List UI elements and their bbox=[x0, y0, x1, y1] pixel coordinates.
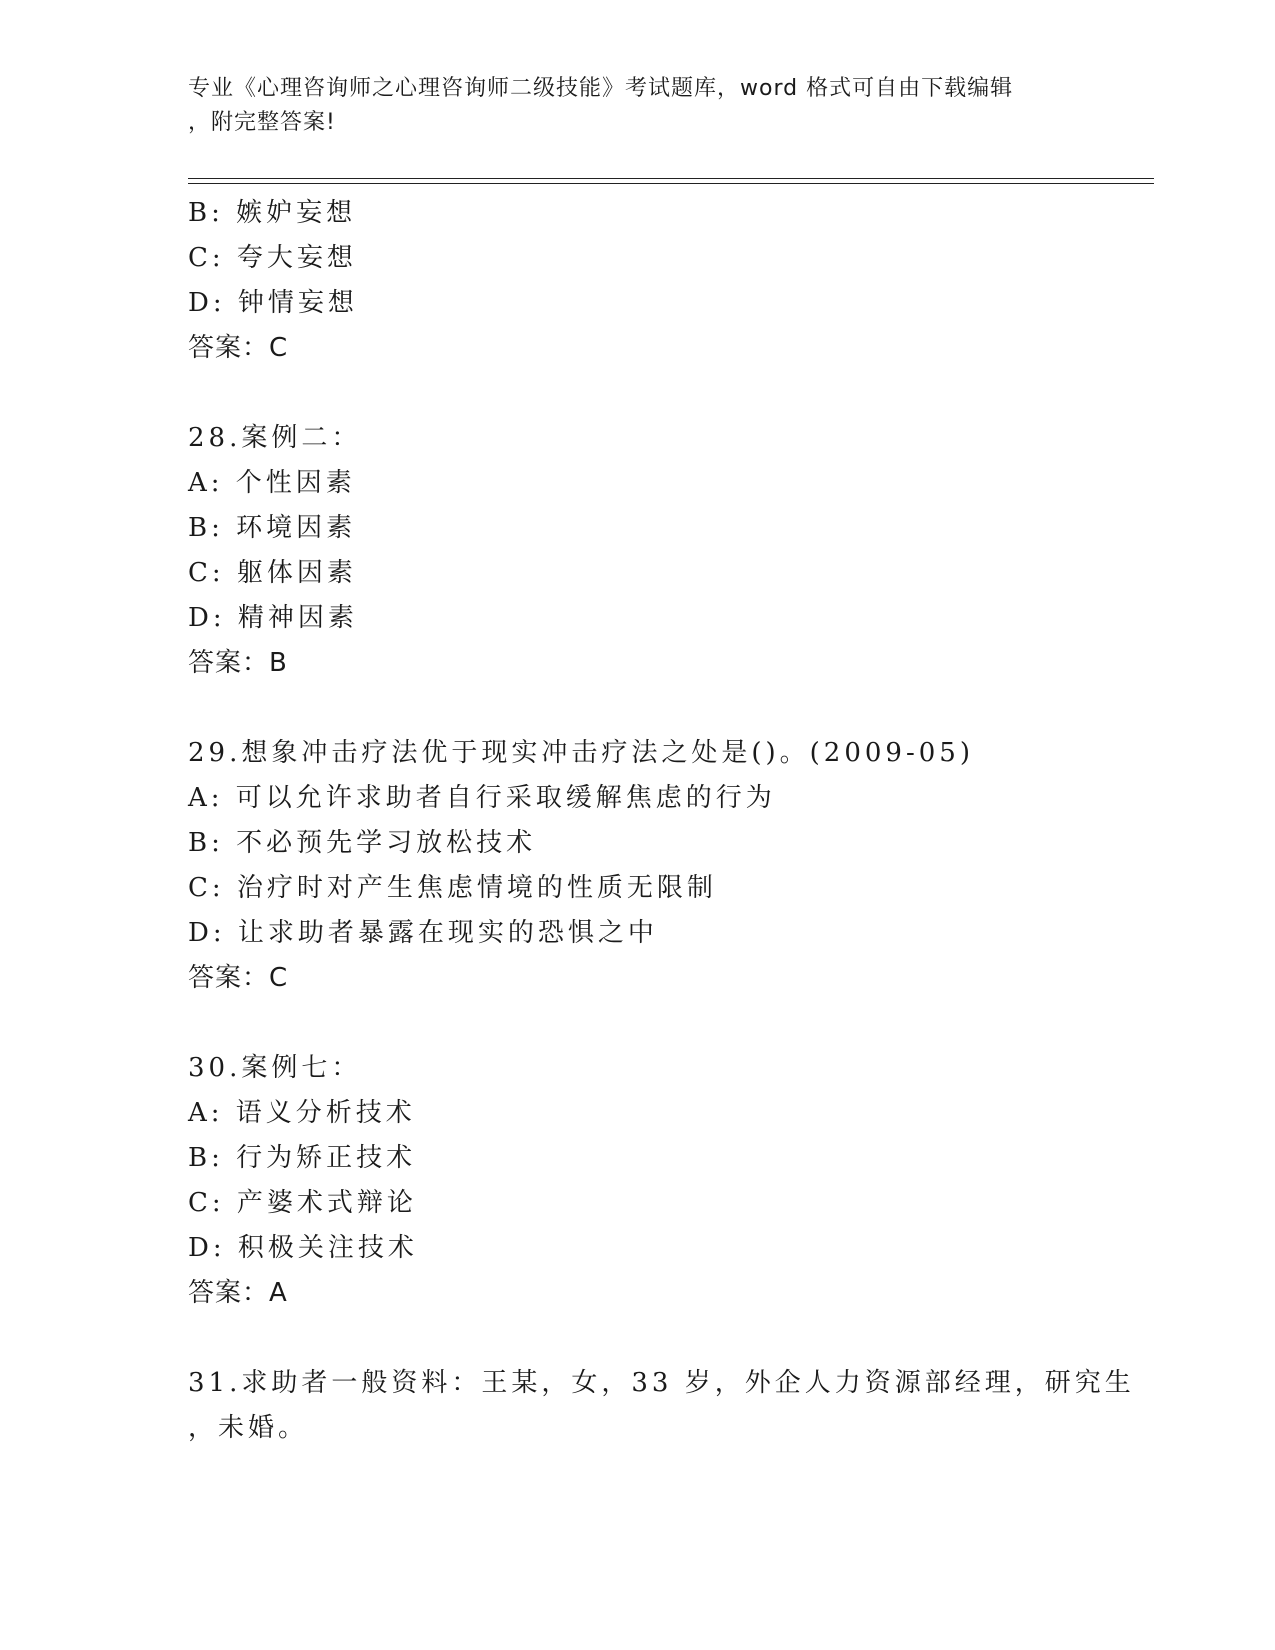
header-line-1: 专业《心理咨询师之心理咨询师二级技能》考试题库，word 格式可自由下载编辑 bbox=[188, 76, 1014, 101]
q28-stem: 28.案例二： bbox=[188, 423, 362, 453]
q30-option-a: A: 语义分析技术 bbox=[188, 1098, 416, 1128]
q28-option-a: A: 个性因素 bbox=[188, 468, 356, 498]
q29-option-a: A: 可以允许求助者自行采取缓解焦虑的行为 bbox=[188, 783, 776, 813]
q28-option-d: D: 精神因素 bbox=[188, 603, 358, 633]
header-divider-top bbox=[188, 178, 1154, 179]
q29-option-c: C: 治疗时对产生焦虑情境的性质无限制 bbox=[188, 873, 717, 903]
q31-stem-line-1: 31.求助者一般资料：王某，女，33 岁，外企人力资源部经理，研究生 bbox=[188, 1368, 1135, 1398]
q31-stem-line-2: ，未婚。 bbox=[188, 1413, 309, 1443]
q28-option-c: C: 躯体因素 bbox=[188, 558, 357, 588]
q27-option-d: D: 钟情妄想 bbox=[188, 288, 358, 318]
q30-option-c: C: 产婆术式辩论 bbox=[188, 1188, 417, 1218]
q27-option-b: B: 嫉妒妄想 bbox=[188, 198, 357, 228]
header-divider-bottom bbox=[188, 183, 1154, 184]
q30-answer: 答案：A bbox=[188, 1278, 288, 1308]
q30-option-d: D: 积极关注技术 bbox=[188, 1233, 418, 1263]
q29-stem: 29.想象冲击疗法优于现实冲击疗法之处是()。(2009-05) bbox=[188, 738, 974, 768]
document-header bbox=[188, 72, 1088, 140]
q29-answer: 答案：C bbox=[188, 963, 289, 993]
q29-option-b: B: 不必预先学习放松技术 bbox=[188, 828, 537, 858]
q30-stem: 30.案例七： bbox=[188, 1053, 362, 1083]
header-line-2: ，附完整答案! bbox=[188, 110, 336, 135]
q28-answer: 答案：B bbox=[188, 648, 288, 678]
q29-option-d: D: 让求助者暴露在现实的恐惧之中 bbox=[188, 918, 658, 948]
q28-option-b: B: 环境因素 bbox=[188, 513, 357, 543]
q27-answer: 答案：C bbox=[188, 333, 289, 363]
q27-option-c: C: 夸大妄想 bbox=[188, 243, 357, 273]
q30-option-b: B: 行为矫正技术 bbox=[188, 1143, 417, 1173]
